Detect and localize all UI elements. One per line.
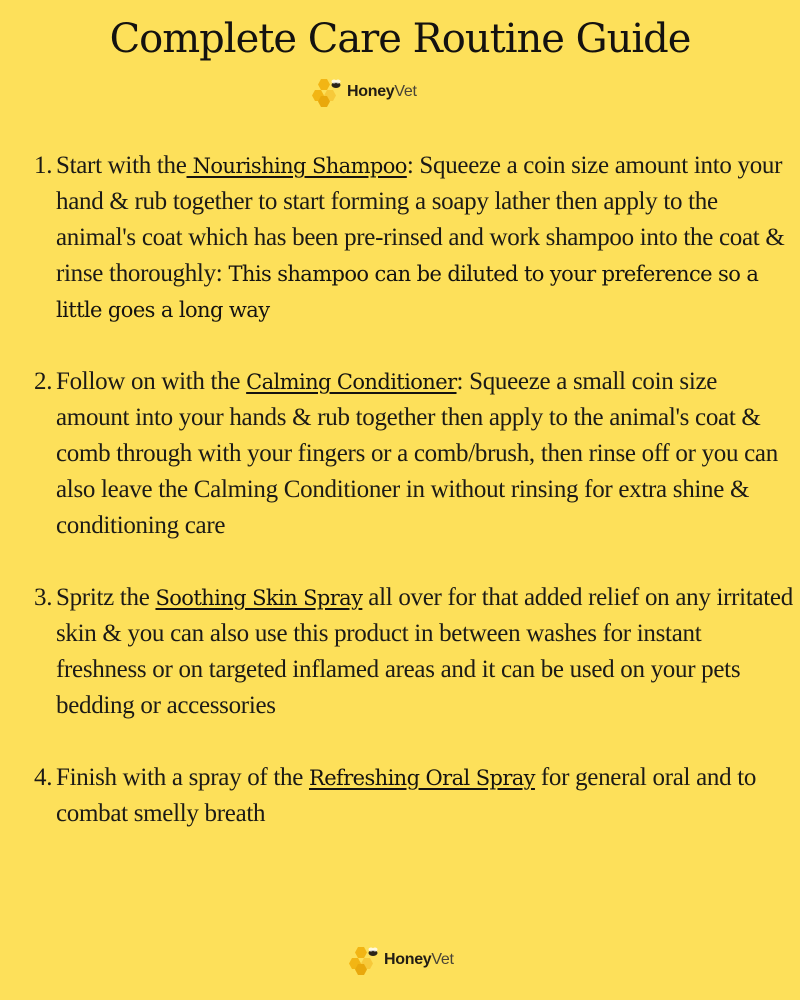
step-number: 4. [34,764,53,791]
brand-name-light: Vet [394,83,417,100]
list-item [34,364,794,544]
step-number: 1. [34,152,53,179]
honeycomb-bee-icon [312,77,344,107]
honeycomb-bee-icon [349,945,381,975]
page-title: Complete Care Routine Guide [109,16,691,62]
step-text: all over for that added relief on any irritated skin & you can also use this product in between washes for instant freshness or on targeted inflamed areas and it can be used on your pets bedding or accessories [56,584,793,719]
list-item [34,760,794,832]
brand-logo-footer [349,945,454,975]
step-lead: Follow on with the [56,368,247,395]
product-name: Nourishing Shampoo [186,154,407,178]
step-text: : Squeeze a coin size amount into your hand & rub together to start forming a soapy lather then apply to the animal's coat which has been pre-rinsed and work shampoo into the coat & rinse thoroughly: [56,152,785,287]
brand-name-bold: Honey [347,83,395,100]
product-name: Refreshing Oral Spray [308,766,535,790]
step-emphasis: This shampoo can be diluted to your preference so a little goes a long way [56,262,759,322]
list-item [34,580,794,724]
product-name: Soothing Skin Spray [155,586,363,610]
care-steps-list [34,148,794,832]
list-item [34,148,794,328]
step-lead: Spritz the [56,584,156,611]
step-text: for general oral and to combat smelly breath [56,764,757,827]
step-text: : Squeeze a small coin size amount into your hands & rub together then apply to the animal's coat & comb through with your fingers or a comb/brush, then rinse off or you can also leave the Calming Conditioner in without rinsing for extra shine & conditioning care [56,368,778,539]
step-lead: Start with the [56,152,187,179]
step-lead: Finish with a spray of the [56,764,309,791]
brand-logo-header [312,77,417,107]
product-name: Calming Conditioner [246,370,457,394]
step-number: 3. [34,584,53,611]
brand-name-light: Vet [431,951,454,968]
brand-name-bold: Honey [384,951,432,968]
step-number: 2. [34,368,53,395]
